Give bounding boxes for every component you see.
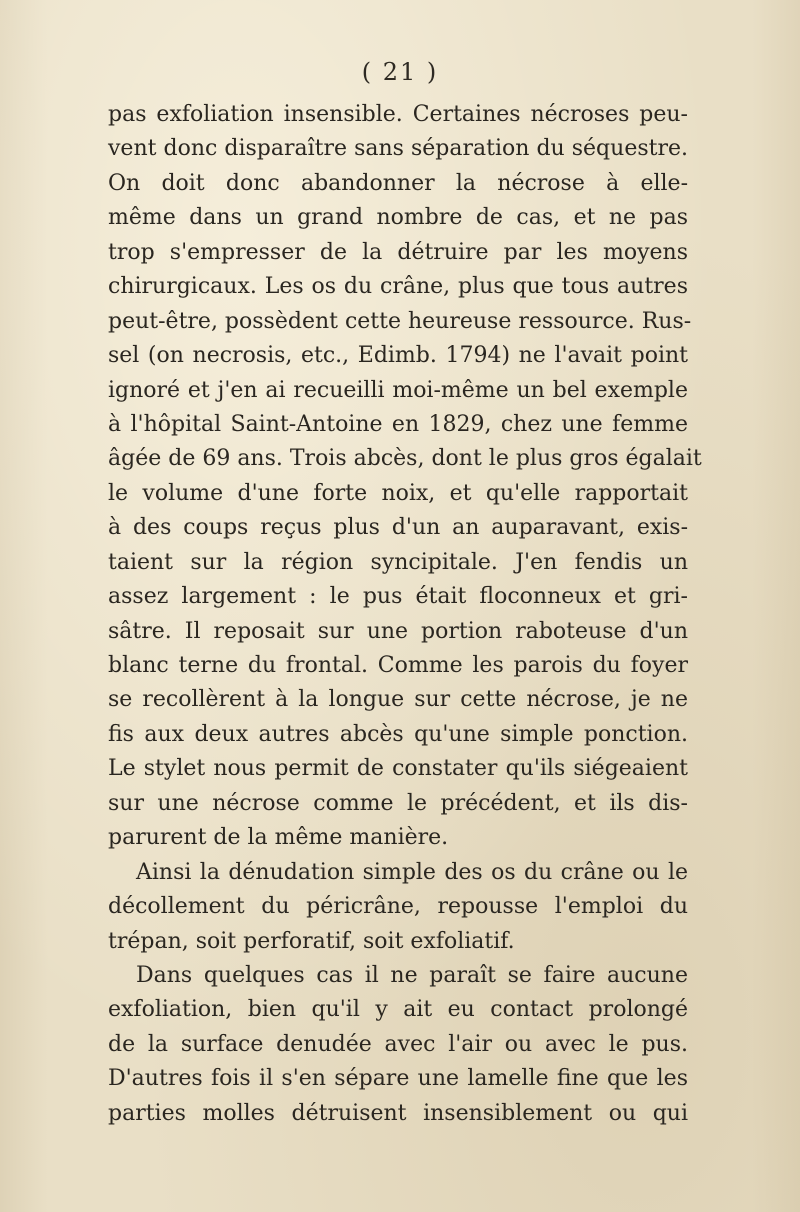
text-line: peut-être, possèdent cette heureuse ressource. Rus-: [108, 308, 692, 334]
text-line: taient sur la région syncipitale. J'en fendis un: [108, 549, 688, 575]
text-line: décollement du péricrâne, repousse l'emploi du: [108, 894, 688, 920]
text-line: On doit donc abandonner la nécrose à elle-: [108, 170, 688, 196]
page-number: ( 21 ): [361, 58, 439, 86]
text-line: âgée de 69 ans. Trois abcès, dont le plus gros égalait: [108, 446, 702, 472]
text-line: trépan, soit perforatif, soit exfoliatif.: [108, 928, 515, 954]
text-line: Dans quelques cas il ne paraît se faire aucune: [136, 962, 688, 988]
text-line: trop s'empresser de la détruire par les moyens: [108, 239, 688, 265]
text-line: de la surface denudée avec l'air ou avec le pus.: [108, 1031, 688, 1057]
text-line: pas exfoliation insensible. Certaines nécroses peu-: [108, 102, 688, 127]
text-line: Le stylet nous permit de constater qu'ils siégeaient: [108, 756, 688, 782]
text-line: fis aux deux autres abcès qu'une simple ponction.: [108, 721, 688, 747]
text-line: sel (on necrosis, etc., Edimb. 1794) ne l'avait point: [108, 343, 688, 369]
text-line: à des coups reçus plus d'un an auparavant, exis-: [108, 515, 688, 541]
text-line: sur une nécrose comme le précédent, et ils dis-: [108, 790, 688, 816]
text-line: se recollèrent à la longue sur cette nécrose, je ne: [108, 687, 688, 713]
text-line: chirurgicaux. Les os du crâne, plus que tous autres: [108, 274, 688, 300]
text-line: blanc terne du frontal. Comme les parois du foyer: [108, 653, 688, 678]
text-line: exfoliation, bien qu'il y ait eu contact prolongé: [108, 997, 688, 1023]
text-line: à l'hôpital Saint-Antoine en 1829, chez une femme: [108, 411, 688, 437]
text-line: sâtre. Il reposait sur une portion raboteuse d'un: [108, 618, 688, 644]
body-text: [108, 98, 702, 1131]
text-line: parurent de la même manière.: [108, 825, 449, 851]
text-line: D'autres fois il s'en sépare une lamelle fine que les: [108, 1066, 688, 1092]
text-line: le volume d'une forte noix, et qu'elle rapportait: [108, 480, 688, 506]
text-line: Ainsi la dénudation simple des os du crâne ou le: [136, 859, 688, 885]
text-line: parties molles détruisent insensiblement ou qui: [108, 1100, 688, 1126]
text-line: même dans un grand nombre de cas, et ne pas: [108, 205, 688, 231]
text-line: assez largement : le pus était floconneux et gri-: [108, 584, 688, 610]
text-line: vent donc disparaître sans séparation du séquestre.: [108, 136, 688, 162]
text-line: ignoré et j'en ai recueilli moi-même un bel exemple: [108, 377, 688, 403]
